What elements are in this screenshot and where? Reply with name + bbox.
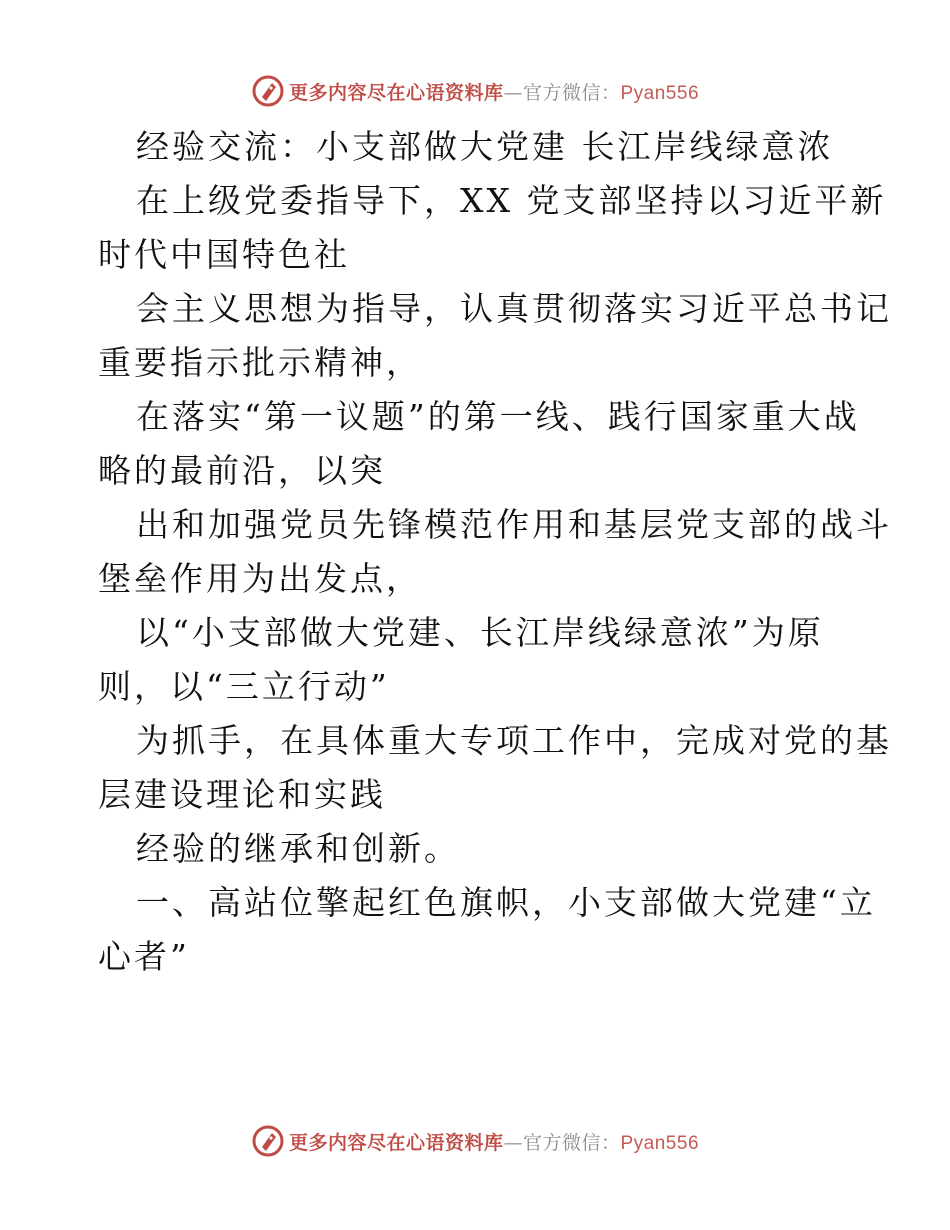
watermark-main-text: 更多内容尽在心语资料库: [288, 1131, 504, 1154]
footer-watermark: [0, 1121, 950, 1161]
text-line: 层建设理论和实践: [98, 775, 386, 814]
text-line: 以“小支部做大党建、长江岸线绿意浓”为原: [136, 613, 824, 652]
text-line: 经验交流：小支部做大党建 长江岸线绿意浓: [136, 127, 834, 166]
text-line: 在落实“第一议题”的第一线、践行国家重大战: [136, 397, 860, 436]
text-line: 为抓手，在具体重大专项工作中，完成对党的基: [136, 721, 892, 760]
document-body: [98, 120, 892, 984]
watermark-label: 官方微信：: [522, 1131, 621, 1154]
text-line: 心者”: [98, 937, 190, 976]
watermark-label: 官方微信：: [522, 81, 621, 104]
pen-nib-circle-icon: [251, 74, 285, 108]
text-line: 重要指示批示精神，: [98, 343, 422, 382]
watermark-separator: —: [503, 81, 523, 104]
text-line: 在上级党委指导下，XX 党支部坚持以习近平新: [136, 181, 887, 220]
watermark-main-text: 更多内容尽在心语资料库: [288, 81, 504, 104]
text-line: 时代中国特色社: [98, 235, 350, 274]
watermark-id: Pyan556: [620, 82, 700, 104]
text-line: 一、高站位擎起红色旗帜，小支部做大党建“立: [136, 883, 876, 922]
watermark-id: Pyan556: [620, 1132, 700, 1154]
text-line: 出和加强党员先锋模范作用和基层党支部的战斗: [136, 505, 892, 544]
text-line: 会主义思想为指导，认真贯彻落实习近平总书记: [136, 289, 892, 328]
text-line: 则，以“三立行动”: [98, 667, 390, 706]
pen-nib-circle-icon: [251, 1124, 285, 1158]
watermark-separator: —: [503, 1131, 523, 1154]
text-line: 经验的继承和创新。: [136, 829, 460, 868]
text-line: 堡垒作用为出发点，: [98, 559, 422, 598]
text-line: 略的最前沿，以突: [98, 451, 386, 490]
header-watermark: [0, 71, 950, 111]
